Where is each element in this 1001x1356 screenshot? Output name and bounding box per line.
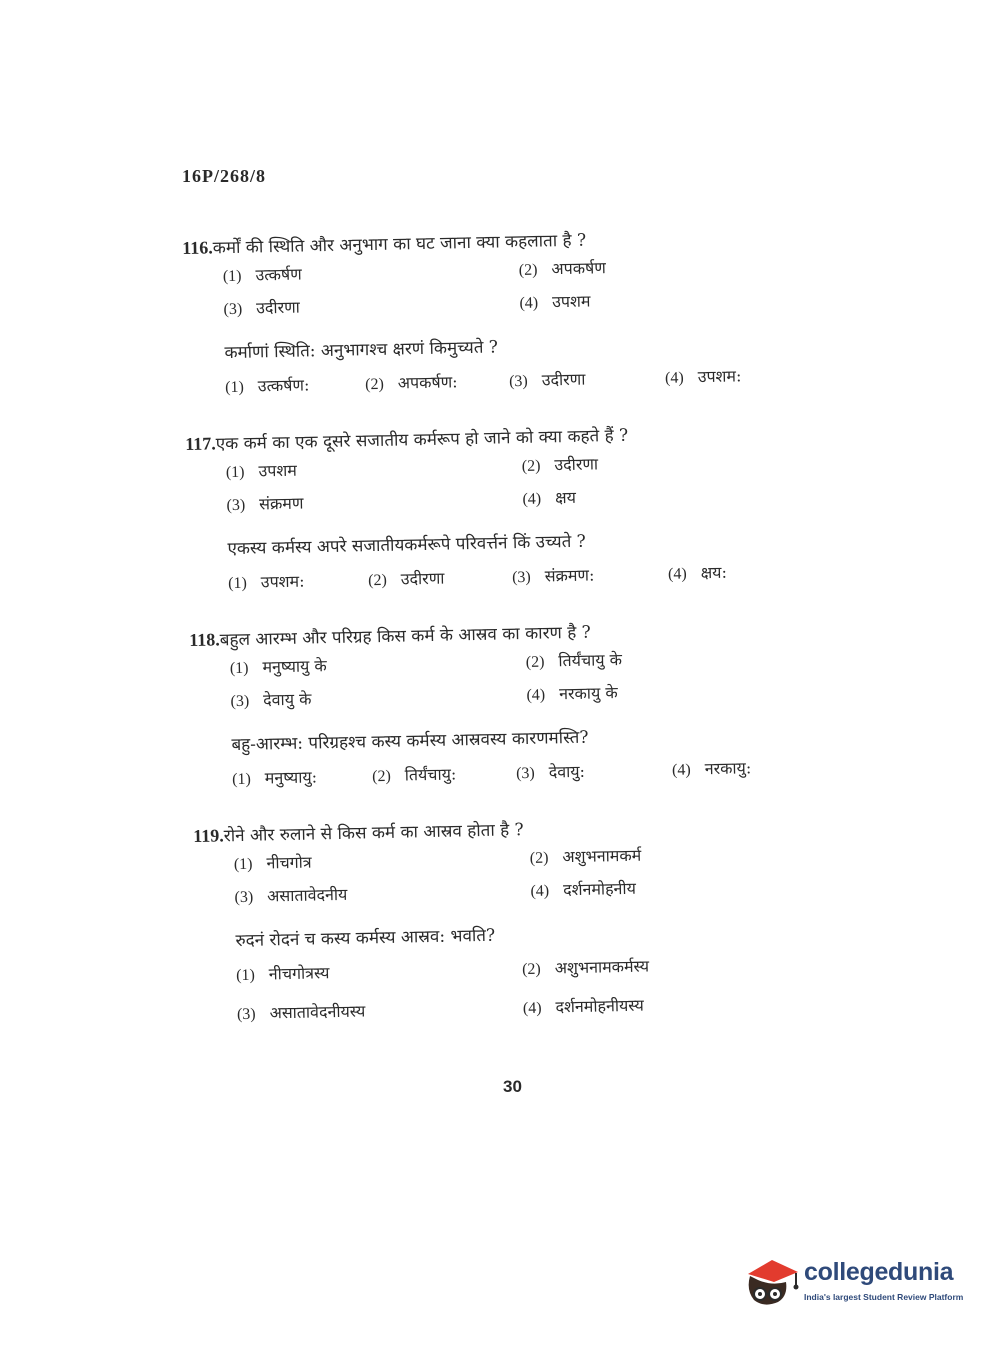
option-2: (2) अशुभनामकर्म — [529, 845, 642, 867]
question-sanskrit: कर्माणां स्थिति: अनुभागश्च क्षरणं किमुच्यते ? — [224, 337, 499, 364]
option-1: (1) मनुष्यायु के — [229, 656, 327, 678]
logo-tagline: India's largest Student Review Platform — [804, 1292, 964, 1302]
question-number: 119. — [193, 825, 224, 846]
s-option-4: (4) दर्शनमोहनीयस्य — [522, 995, 645, 1018]
s-option-1: (1) मनुष्यायु: — [232, 767, 318, 789]
collegedunia-logo — [742, 1252, 972, 1312]
option-4: (4) दर्शनमोहनीय — [530, 878, 637, 900]
page-number: 30 — [503, 1077, 522, 1096]
s-option-4: (4) नरकायु: — [671, 758, 752, 779]
question-text: रोने और रुलाने से किस कर्म का आस्रव होता है ? — [223, 820, 524, 847]
hindi-options — [230, 644, 811, 720]
question-text: कर्मों की स्थिति और अनुभाग का घट जाना क्या कहलाता है ? — [212, 230, 587, 259]
question-sanskrit: रुदनं रोदनं च कस्य कर्मस्य आस्रव: भवति? — [235, 925, 496, 952]
hindi-options — [234, 840, 815, 916]
sanskrit-options — [225, 363, 806, 405]
option-2: (2) उदीरणा — [521, 454, 599, 475]
option-3: (3) देवायु के — [230, 689, 312, 711]
s-option-3: (3) संक्रमण: — [511, 565, 595, 587]
s-option-3: (3) असातावेदनीयस्य — [236, 1001, 366, 1024]
option-3: (3) उदीरणा — [223, 297, 301, 319]
question-117 — [185, 419, 808, 602]
option-4: (4) उपशम — [519, 291, 591, 312]
option-3: (3) असातावेदनीय — [234, 884, 348, 907]
question-number: 118. — [189, 629, 220, 650]
sanskrit-options — [232, 755, 813, 797]
s-option-2: (2) उदीरणा — [367, 568, 445, 590]
question-text: एक कर्म का एक दूसरे सजातीय कर्मरूप हो जाने को क्या कहते हैं ? — [215, 425, 629, 455]
option-2: (2) तिर्यंचायु के — [525, 649, 623, 671]
sanskrit-options — [236, 951, 817, 1027]
option-4: (4) क्षय — [522, 487, 577, 508]
question-118 — [189, 615, 812, 798]
question-number: 116. — [182, 237, 213, 258]
s-option-2: (2) अशुभनामकर्मस्य — [521, 956, 650, 979]
option-4: (4) नरकायु के — [526, 683, 618, 704]
question-sanskrit: एकस्य कर्मस्य अपरे सजातीयकर्मरूपे परिवर्त्तनं किं उच्यते ? — [227, 531, 587, 560]
s-option-4: (4) क्षय: — [667, 562, 728, 583]
s-option-3: (3) देवायु: — [515, 761, 586, 783]
hindi-options — [223, 252, 804, 328]
s-option-1: (1) उपशम: — [228, 571, 305, 593]
sanskrit-options — [228, 559, 809, 601]
question-119 — [193, 811, 817, 1028]
mascot-icon — [742, 1252, 802, 1312]
option-2: (2) अपकर्षण — [518, 258, 607, 279]
paper-code: 16P/268/8 — [182, 166, 266, 186]
s-option-1: (1) नीचगोत्रस्य — [236, 963, 330, 985]
option-1: (1) नीचगोत्र — [233, 852, 312, 874]
s-option-2: (2) अपकर्षण: — [364, 372, 458, 394]
s-option-4: (4) उपशम: — [664, 366, 742, 387]
question-text: बहुल आरम्भ और परिग्रह किस कर्म के आस्रव का कारण है ? — [219, 622, 591, 651]
option-3: (3) संक्रमण — [226, 493, 304, 515]
hindi-options — [226, 448, 807, 524]
question-sanskrit: बहु-आरम्भ: परिग्रहश्च कस्य कर्मस्य आस्रवस्य कारणमस्ति? — [231, 727, 589, 756]
s-option-3: (3) उदीरणा — [508, 369, 586, 391]
option-1: (1) उपशम — [225, 460, 297, 482]
question-number: 117. — [185, 433, 216, 454]
question-116 — [182, 223, 805, 406]
s-option-1: (1) उत्कर्षण: — [225, 375, 310, 397]
logo-name: collegedunia — [804, 1258, 954, 1286]
s-option-2: (2) तिर्यंचायु: — [371, 764, 457, 786]
option-1: (1) उत्कर्षण — [222, 264, 302, 286]
